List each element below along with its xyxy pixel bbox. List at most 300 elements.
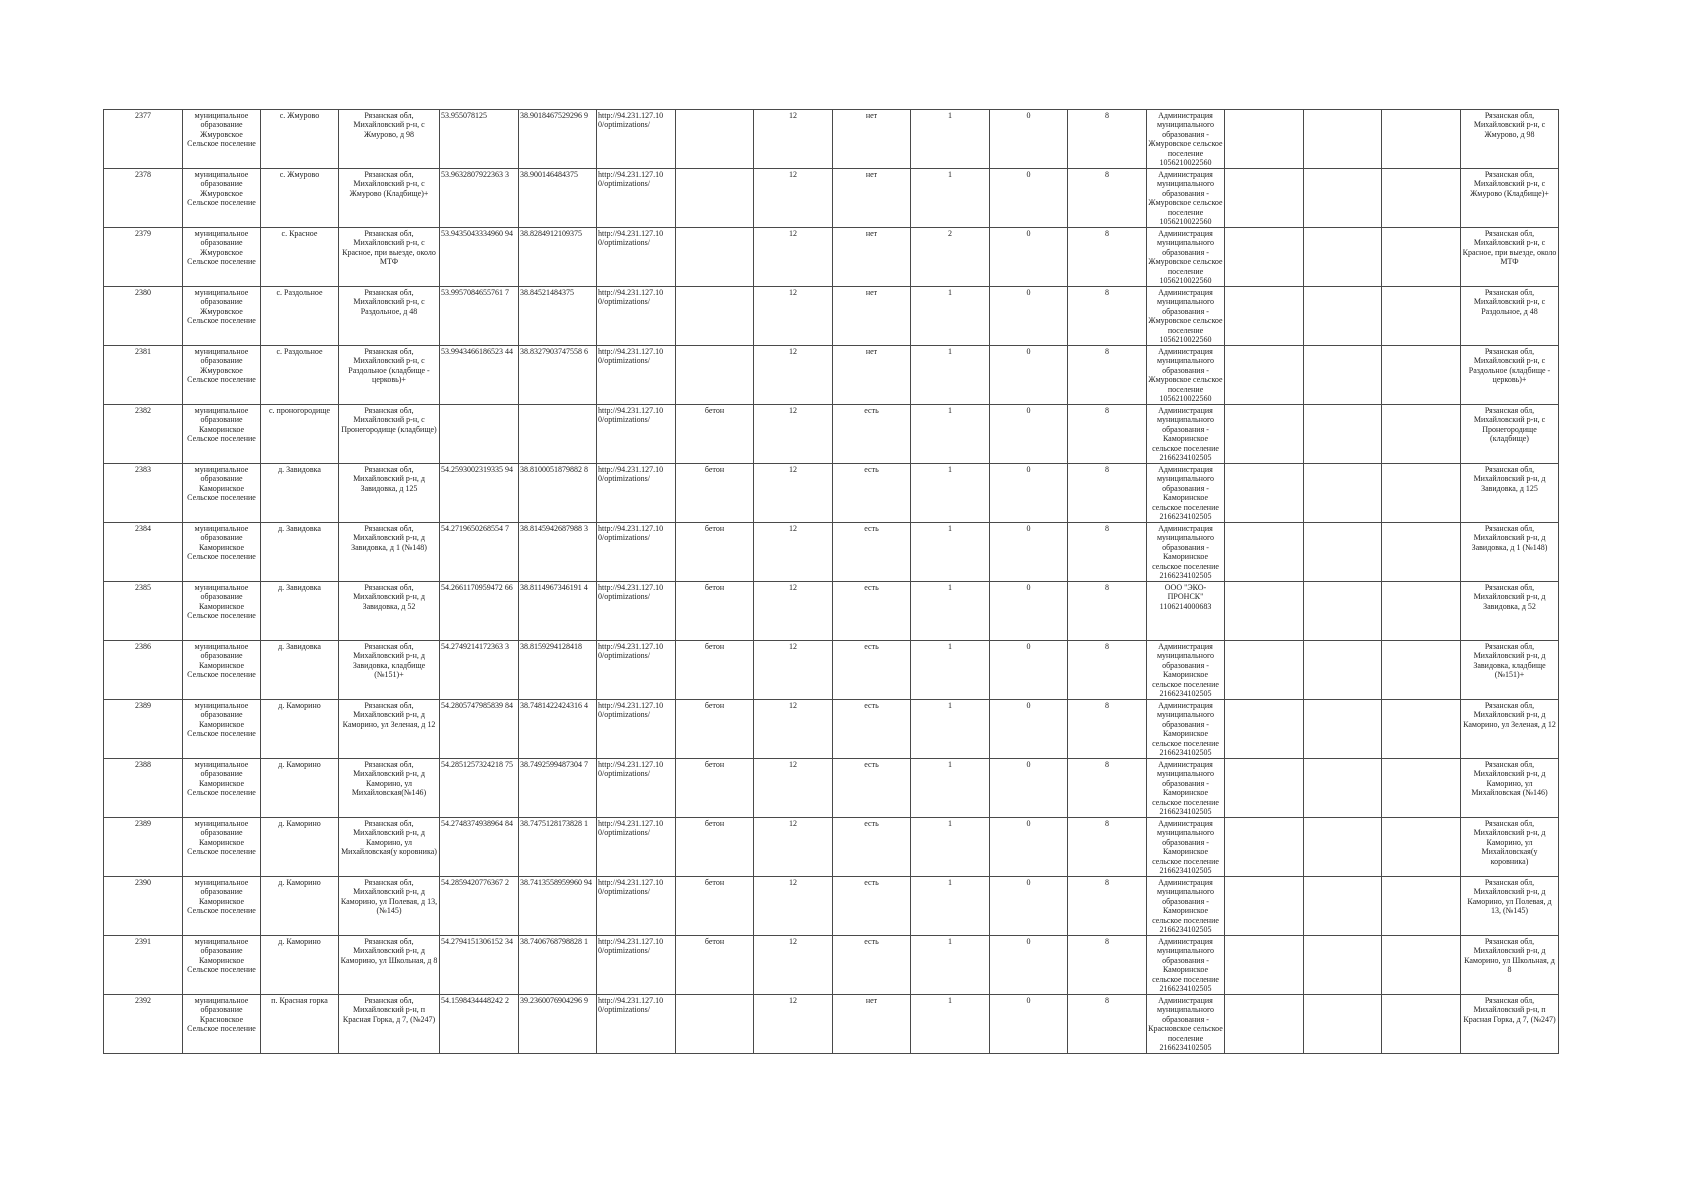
cell-record-id: 2380 <box>104 287 183 346</box>
cell-record-id: 2386 <box>104 641 183 700</box>
cell-blank-col-3 <box>1382 523 1461 582</box>
cell-blank-col-3 <box>1382 936 1461 995</box>
table-row <box>104 582 1559 641</box>
cell-area: 12 <box>754 759 833 818</box>
cell-source-address: Рязанская обл, Михайловский р-н, д Завидовка, д 1 (№148) <box>1461 523 1559 582</box>
cell-address: Рязанская обл, Михайловский р-н, д Завидовка, д 52 <box>339 582 440 641</box>
cell-latitude: 54.2719650268554 7 <box>440 523 519 582</box>
cell-blank-col-1 <box>1225 523 1304 582</box>
cell-count-2: 0 <box>990 523 1068 582</box>
cell-owner: Администрация муниципального образования - Каморинское сельское поселение 2166234102505 <box>1147 936 1225 995</box>
cell-address: Рязанская обл, Михайловский р-н, д Каморино, ул Михайловская(№146) <box>339 759 440 818</box>
cell-source-address: Рязанская обл, Михайловский р-н, д Завидовка, д 125 <box>1461 464 1559 523</box>
cell-source-address: Рязанская обл, Михайловский р-н, д Завидовка, кладбище (№151)+ <box>1461 641 1559 700</box>
cell-source-link: http://94.231.127.10 0/optimizations/ <box>597 818 676 877</box>
cell-source-link: http://94.231.127.10 0/optimizations/ <box>597 464 676 523</box>
cell-latitude: 54.2661170959472 66 <box>440 582 519 641</box>
cell-owner: Администрация муниципального образования - Жмуровское сельское поселение 1056210022560 <box>1148 170 1223 227</box>
cell-fence-status: есть <box>833 405 911 464</box>
cell-source-link: http://94.231.127.10 0/optimizations/ <box>597 936 676 995</box>
cell-settlement: п. Красная горка <box>261 995 339 1054</box>
cell-count-3: 8 <box>1068 582 1147 641</box>
cell-count-2: 0 <box>990 936 1068 995</box>
cell-address: Рязанская обл, Михайловский р-н, с Жмурово, д 98 <box>339 110 440 169</box>
cell-owner: Администрация муниципального образования - Каморинское сельское поселение 2166234102505 <box>1147 759 1225 818</box>
table-row <box>104 523 1559 582</box>
cell-municipality: муниципальное образование Каморинское Сельское поселение <box>183 464 261 523</box>
cell-blank-col-2 <box>1304 287 1382 346</box>
cell-area: 12 <box>754 877 833 936</box>
cell-surface-type: бетон <box>676 523 754 582</box>
cell-source-address: Рязанская обл, Михайловский р-н, д Каморино, ул Зеленая, д 12 <box>1461 700 1559 759</box>
cell-latitude: 53.955078125 <box>440 110 519 169</box>
cell-fence-status: есть <box>833 759 911 818</box>
cell-count-2: 0 <box>990 228 1068 287</box>
cell-surface-type: бетон <box>676 818 754 877</box>
cell-municipality: муниципальное образование Каморинское Сельское поселение <box>183 818 261 877</box>
cell-count-3: 8 <box>1068 523 1147 582</box>
cell-longitude: 38.8145942687988 3 <box>519 523 597 582</box>
cell-blank-col-2 <box>1304 228 1382 287</box>
cell-count-1: 1 <box>911 641 990 700</box>
cell-address: Рязанская обл, Михайловский р-н, с Пронегородище (кладбище) <box>339 405 440 464</box>
table-row <box>104 405 1559 464</box>
cell-count-2: 0 <box>990 700 1068 759</box>
cell-municipality: муниципальное образование Жмуровское Сельское поселение <box>183 287 261 346</box>
cell-record-id: 2379 <box>104 228 183 287</box>
cell-blank-col-3 <box>1382 464 1461 523</box>
cell-owner: Администрация муниципального образования - Каморинское сельское поселение 2166234102505 <box>1147 405 1225 464</box>
cell-latitude: 53.9632807922363 3 <box>440 169 519 228</box>
cell-count-3: 8 <box>1068 287 1147 346</box>
cell-blank-col-2 <box>1304 464 1382 523</box>
cell-longitude: 38.84521484375 <box>519 287 597 346</box>
cell-blank-col-2 <box>1304 759 1382 818</box>
cell-latitude: 53.9943466186523 44 <box>440 346 519 405</box>
cell-count-2: 0 <box>990 287 1068 346</box>
cell-blank-col-3 <box>1382 877 1461 936</box>
table-row <box>104 995 1559 1054</box>
cell-settlement: д. Завидовка <box>261 523 339 582</box>
cell-municipality: муниципальное образование Каморинское Сельское поселение <box>183 582 261 641</box>
cell-area: 12 <box>754 700 833 759</box>
cell-fence-status: нет <box>833 995 911 1054</box>
cell-latitude: 53.9435043334960 94 <box>440 228 519 287</box>
cell-settlement: д. Каморино <box>261 936 339 995</box>
cell-blank-col-1 <box>1225 641 1304 700</box>
cell-source-link: http://94.231.127.10 0/optimizations/ <box>597 169 676 228</box>
cell-blank-col-3 <box>1382 995 1461 1054</box>
cell-area: 12 <box>754 110 833 169</box>
cell-blank-col-3 <box>1382 700 1461 759</box>
cell-address: Рязанская обл, Михайловский р-н, д Завидовка, д 1 (№148) <box>339 523 440 582</box>
cell-fence-status: есть <box>833 582 911 641</box>
registry-body <box>104 110 1559 1054</box>
cell-blank-col-1 <box>1225 759 1304 818</box>
cell-address: Рязанская обл, Михайловский р-н, с Жмурово (Кладбище)+ <box>339 169 440 228</box>
cell-surface-type <box>676 346 754 405</box>
cell-municipality: муниципальное образование Жмуровское Сельское поселение <box>183 169 261 228</box>
cell-blank-col-3 <box>1382 110 1461 169</box>
cell-latitude: 54.2593002319335 94 <box>440 464 519 523</box>
cell-blank-col-3 <box>1382 287 1461 346</box>
cell-count-1: 1 <box>911 405 990 464</box>
cell-municipality: муниципальное образование Жмуровское Сельское поселение <box>183 110 261 169</box>
cell-settlement: д. Завидовка <box>261 641 339 700</box>
table-row <box>104 759 1559 818</box>
cell-owner: Администрация муниципального образования - Жмуровское сельское поселение 1056210022560 <box>1148 229 1223 286</box>
cell-longitude: 38.9018467529296 9 <box>519 110 597 169</box>
cell-fence-status: нет <box>833 287 911 346</box>
cell-source-address: Рязанская обл, Михайловский р-н, с Жмурово (Кладбище)+ <box>1461 169 1559 228</box>
cell-area: 12 <box>754 582 833 641</box>
cell-blank-col-3 <box>1382 759 1461 818</box>
cell-source-link: http://94.231.127.10 0/optimizations/ <box>597 405 676 464</box>
cell-blank-col-2 <box>1304 110 1382 169</box>
cell-count-2: 0 <box>990 641 1068 700</box>
cell-count-3: 8 <box>1068 818 1147 877</box>
cell-source-link: http://94.231.127.10 0/optimizations/ <box>597 523 676 582</box>
cell-count-2: 0 <box>990 582 1068 641</box>
cell-address: Рязанская обл, Михайловский р-н, с Раздольное (кладбище - церковь)+ <box>339 346 440 405</box>
cell-count-2: 0 <box>990 759 1068 818</box>
cell-source-address: Рязанская обл, Михайловский р-н, с Жмурово, д 98 <box>1461 110 1559 169</box>
cell-fence-status: есть <box>833 523 911 582</box>
cell-surface-type: бетон <box>676 877 754 936</box>
cell-source-link: http://94.231.127.10 0/optimizations/ <box>597 346 676 405</box>
registry-table <box>103 109 1559 1054</box>
cell-count-3: 8 <box>1068 110 1147 169</box>
cell-address: Рязанская обл, Михайловский р-н, д Каморино, ул Полевая, д 13, (№145) <box>339 877 440 936</box>
cell-count-1: 1 <box>911 700 990 759</box>
cell-settlement: с. Раздольное <box>261 346 339 405</box>
table-row <box>104 700 1559 759</box>
cell-surface-type <box>676 169 754 228</box>
cell-blank-col-2 <box>1304 936 1382 995</box>
cell-fence-status: нет <box>833 110 911 169</box>
table-row <box>104 110 1559 169</box>
cell-longitude: 38.8100051879882 8 <box>519 464 597 523</box>
cell-settlement: с. Раздольное <box>261 287 339 346</box>
cell-source-address: Рязанская обл, Михайловский р-н, с Красное, при выезде, около МТФ <box>1461 228 1559 287</box>
cell-surface-type: бетон <box>676 582 754 641</box>
cell-blank-col-2 <box>1304 877 1382 936</box>
cell-municipality: муниципальное образование Каморинское Сельское поселение <box>183 523 261 582</box>
cell-blank-col-2 <box>1304 169 1382 228</box>
cell-latitude: 53.9957084655761 7 <box>440 287 519 346</box>
cell-count-3: 8 <box>1068 936 1147 995</box>
cell-blank-col-1 <box>1225 582 1304 641</box>
cell-settlement: д. Каморино <box>261 877 339 936</box>
cell-source-address: Рязанская обл, Михайловский р-н, с Раздольное, д 48 <box>1461 287 1559 346</box>
cell-source-link: http://94.231.127.10 0/optimizations/ <box>597 877 676 936</box>
cell-owner: Администрация муниципального образования - Жмуровское сельское поселение 1056210022560 <box>1148 347 1223 404</box>
cell-area: 12 <box>754 405 833 464</box>
cell-blank-col-3 <box>1382 228 1461 287</box>
cell-settlement: д. Завидовка <box>261 464 339 523</box>
cell-count-1: 1 <box>911 818 990 877</box>
table-row <box>104 169 1559 228</box>
cell-fence-status: нет <box>833 169 911 228</box>
cell-latitude: 54.2859420776367 2 <box>440 877 519 936</box>
cell-area: 12 <box>754 228 833 287</box>
cell-address: Рязанская обл, Михайловский р-н, д Каморино, ул Школьная, д 8 <box>339 936 440 995</box>
cell-municipality: муниципальное образование Каморинское Сельское поселение <box>183 759 261 818</box>
cell-municipality: муниципальное образование Каморинское Сельское поселение <box>183 936 261 995</box>
cell-source-address: Рязанская обл, Михайловский р-н, д Каморино, ул Полевая, д 13, (№145) <box>1461 877 1559 936</box>
cell-blank-col-1 <box>1225 936 1304 995</box>
cell-count-3: 8 <box>1068 641 1147 700</box>
cell-count-1: 1 <box>911 523 990 582</box>
cell-owner: Администрация муниципального образования - Каморинское сельское поселение 2166234102505 <box>1147 641 1225 700</box>
cell-source-link: http://94.231.127.10 0/optimizations/ <box>597 759 676 818</box>
cell-surface-type: бетон <box>676 641 754 700</box>
cell-blank-col-3 <box>1382 818 1461 877</box>
cell-area: 12 <box>754 287 833 346</box>
cell-longitude: 38.7406768798828 1 <box>519 936 597 995</box>
cell-blank-col-2 <box>1304 346 1382 405</box>
cell-count-2: 0 <box>990 818 1068 877</box>
cell-record-id: 2390 <box>104 877 183 936</box>
cell-owner: Администрация муниципального образования - Каморинское сельское поселение 2166234102505 <box>1147 818 1225 877</box>
cell-count-1: 2 <box>911 228 990 287</box>
cell-blank-col-2 <box>1304 818 1382 877</box>
cell-count-1: 1 <box>911 759 990 818</box>
cell-count-1: 1 <box>911 464 990 523</box>
cell-address: Рязанская обл, Михайловский р-н, д Завидовка, д 125 <box>339 464 440 523</box>
cell-record-id: 2383 <box>104 464 183 523</box>
cell-count-2: 0 <box>990 995 1068 1054</box>
cell-address: Рязанская обл, Михайловский р-н, д Каморино, ул Зеленая, д 12 <box>339 700 440 759</box>
cell-source-address: Рязанская обл, Михайловский р-н, с Пронегородище (кладбище) <box>1461 405 1559 464</box>
cell-blank-col-2 <box>1304 523 1382 582</box>
cell-owner: Администрация муниципального образования - Жмуровское сельское поселение 1056210022560 <box>1148 288 1223 345</box>
cell-longitude: 38.7481422424316 4 <box>519 700 597 759</box>
cell-blank-col-1 <box>1225 169 1304 228</box>
cell-count-1: 1 <box>911 995 990 1054</box>
cell-record-id: 2388 <box>104 759 183 818</box>
cell-record-id: 2385 <box>104 582 183 641</box>
cell-municipality: муниципальное образование Каморинское Сельское поселение <box>183 877 261 936</box>
cell-latitude: 54.2851257324218 75 <box>440 759 519 818</box>
cell-settlement: д. Каморино <box>261 700 339 759</box>
cell-record-id: 2377 <box>104 110 183 169</box>
table-row <box>104 287 1559 346</box>
cell-count-3: 8 <box>1068 346 1147 405</box>
cell-surface-type: бетон <box>676 700 754 759</box>
cell-record-id: 2378 <box>104 169 183 228</box>
cell-source-link: http://94.231.127.10 0/optimizations/ <box>597 995 676 1054</box>
cell-surface-type <box>676 228 754 287</box>
table-row <box>104 877 1559 936</box>
cell-surface-type <box>676 287 754 346</box>
cell-blank-col-3 <box>1382 405 1461 464</box>
cell-blank-col-2 <box>1304 700 1382 759</box>
cell-count-1: 1 <box>911 287 990 346</box>
cell-blank-col-1 <box>1225 877 1304 936</box>
cell-address: Рязанская обл, Михайловский р-н, д Завидовка, кладбище (№151)+ <box>339 641 440 700</box>
cell-blank-col-2 <box>1304 995 1382 1054</box>
cell-source-link: http://94.231.127.10 0/optimizations/ <box>597 582 676 641</box>
cell-area: 12 <box>754 641 833 700</box>
cell-source-link: http://94.231.127.10 0/optimizations/ <box>597 641 676 700</box>
cell-blank-col-1 <box>1225 464 1304 523</box>
cell-source-address: Рязанская обл, Михайловский р-н, д Завидовка, д 52 <box>1461 582 1559 641</box>
cell-count-3: 8 <box>1068 995 1147 1054</box>
table-row <box>104 228 1559 287</box>
cell-fence-status: есть <box>833 700 911 759</box>
cell-count-1: 1 <box>911 169 990 228</box>
cell-count-2: 0 <box>990 464 1068 523</box>
cell-blank-col-1 <box>1225 287 1304 346</box>
cell-settlement: с. Жмурово <box>261 110 339 169</box>
cell-count-3: 8 <box>1068 877 1147 936</box>
cell-longitude: 38.900146484375 <box>519 169 597 228</box>
cell-municipality: муниципальное образование Жмуровское Сельское поселение <box>183 228 261 287</box>
cell-area: 12 <box>754 523 833 582</box>
cell-count-1: 1 <box>911 877 990 936</box>
cell-source-address: Рязанская обл, Михайловский р-н, д Каморино, ул Михайловская (№146) <box>1461 759 1559 818</box>
cell-fence-status: нет <box>833 346 911 405</box>
cell-blank-col-1 <box>1225 995 1304 1054</box>
cell-source-link: http://94.231.127.10 0/optimizations/ <box>597 700 676 759</box>
cell-count-2: 0 <box>990 346 1068 405</box>
cell-count-3: 8 <box>1068 169 1147 228</box>
table-row <box>104 346 1559 405</box>
cell-settlement: с. Красное <box>261 228 339 287</box>
cell-address: Рязанская обл, Михайловский р-н, с Красное, при выезде, около МТФ <box>339 228 440 287</box>
cell-longitude <box>519 405 597 464</box>
cell-longitude: 39.2360076904296 9 <box>519 995 597 1054</box>
cell-count-3: 8 <box>1068 759 1147 818</box>
cell-owner: Администрация муниципального образования - Каморинское сельское поселение 2166234102505 <box>1147 877 1225 936</box>
cell-surface-type <box>676 110 754 169</box>
cell-blank-col-2 <box>1304 405 1382 464</box>
table-row <box>104 818 1559 877</box>
table-row <box>104 464 1559 523</box>
cell-municipality: муниципальное образование Каморинское Сельское поселение <box>183 405 261 464</box>
cell-count-2: 0 <box>990 169 1068 228</box>
cell-source-address: Рязанская обл, Михайловский р-н, с Раздольное (кладбище - церковь)+ <box>1461 346 1559 405</box>
cell-blank-col-1 <box>1225 346 1304 405</box>
cell-longitude: 38.7475128173828 1 <box>519 818 597 877</box>
cell-longitude: 38.8159294128418 <box>519 641 597 700</box>
cell-blank-col-3 <box>1382 582 1461 641</box>
cell-count-1: 1 <box>911 110 990 169</box>
cell-source-link: http://94.231.127.10 0/optimizations/ <box>597 228 676 287</box>
cell-municipality: муниципальное образование Каморинское Сельское поселение <box>183 700 261 759</box>
cell-area: 12 <box>754 169 833 228</box>
cell-owner: ООО "ЭКО-ПРОНСК" 1106214000683 <box>1147 582 1225 641</box>
cell-record-id: 2389 <box>104 700 183 759</box>
cell-municipality: муниципальное образование Каморинское Сельское поселение <box>183 641 261 700</box>
cell-blank-col-3 <box>1382 346 1461 405</box>
cell-count-3: 8 <box>1068 464 1147 523</box>
cell-owner: Администрация муниципального образования - Жмуровское сельское поселение 1056210022560 <box>1148 111 1223 168</box>
cell-surface-type: бетон <box>676 759 754 818</box>
table-row <box>104 641 1559 700</box>
cell-source-link: http://94.231.127.10 0/optimizations/ <box>597 110 676 169</box>
cell-count-3: 8 <box>1068 700 1147 759</box>
cell-address: Рязанская обл, Михайловский р-н, п Красная Горка, д 7, (№247) <box>339 995 440 1054</box>
cell-settlement: д. Завидовка <box>261 582 339 641</box>
cell-surface-type: бетон <box>676 936 754 995</box>
cell-source-address: Рязанская обл, Михайловский р-н, п Красная Горка, д 7, (№247) <box>1461 995 1559 1054</box>
cell-longitude: 38.8327903747558 6 <box>519 346 597 405</box>
cell-record-id: 2392 <box>104 995 183 1054</box>
cell-record-id: 2381 <box>104 346 183 405</box>
cell-area: 12 <box>754 818 833 877</box>
cell-latitude: 54.1598434448242 2 <box>440 995 519 1054</box>
cell-longitude: 38.8114967346191 4 <box>519 582 597 641</box>
cell-municipality: муниципальное образование Красновское Сельское поселение <box>183 995 261 1054</box>
cell-blank-col-1 <box>1225 818 1304 877</box>
cell-address: Рязанская обл, Михайловский р-н, д Каморино, ул Михайловская(у коровника) <box>339 818 440 877</box>
cell-blank-col-1 <box>1225 228 1304 287</box>
cell-longitude: 38.7413558959960 94 <box>519 877 597 936</box>
cell-owner: Администрация муниципального образования - Каморинское сельское поселение 2166234102505 <box>1147 464 1225 523</box>
cell-surface-type: бетон <box>676 405 754 464</box>
cell-count-1: 1 <box>911 936 990 995</box>
cell-blank-col-2 <box>1304 582 1382 641</box>
cell-count-2: 0 <box>990 110 1068 169</box>
cell-settlement: д. Каморино <box>261 759 339 818</box>
cell-settlement: с. проногородище <box>261 405 339 464</box>
cell-municipality: муниципальное образование Жмуровское Сельское поселение <box>183 346 261 405</box>
cell-area: 12 <box>754 346 833 405</box>
cell-area: 12 <box>754 464 833 523</box>
cell-blank-col-1 <box>1225 110 1304 169</box>
cell-longitude: 38.7492599487304 7 <box>519 759 597 818</box>
cell-settlement: с. Жмурово <box>261 169 339 228</box>
cell-address: Рязанская обл, Михайловский р-н, с Раздольное, д 48 <box>339 287 440 346</box>
cell-count-2: 0 <box>990 877 1068 936</box>
cell-fence-status: есть <box>833 641 911 700</box>
cell-count-2: 0 <box>990 405 1068 464</box>
cell-count-3: 8 <box>1068 228 1147 287</box>
cell-surface-type: бетон <box>676 464 754 523</box>
cell-area: 12 <box>754 936 833 995</box>
cell-fence-status: есть <box>833 877 911 936</box>
cell-latitude: 54.2748374938964 84 <box>440 818 519 877</box>
cell-latitude: 54.2805747985839 84 <box>440 700 519 759</box>
cell-fence-status: есть <box>833 818 911 877</box>
cell-latitude: 54.2794151306152 34 <box>440 936 519 995</box>
cell-record-id: 2384 <box>104 523 183 582</box>
cell-blank-col-3 <box>1382 641 1461 700</box>
cell-count-1: 1 <box>911 346 990 405</box>
cell-latitude: 54.2749214172363 3 <box>440 641 519 700</box>
cell-surface-type <box>676 995 754 1054</box>
cell-owner: Администрация муниципального образования - Красновское сельское поселение 2166234102505 <box>1148 996 1223 1053</box>
cell-latitude <box>440 405 519 464</box>
cell-record-id: 2389 <box>104 818 183 877</box>
cell-count-3: 8 <box>1068 405 1147 464</box>
cell-blank-col-1 <box>1225 405 1304 464</box>
cell-source-address: Рязанская обл, Михайловский р-н, д Каморино, ул Школьная, д 8 <box>1461 936 1559 995</box>
cell-blank-col-1 <box>1225 700 1304 759</box>
cell-owner: Администрация муниципального образования - Каморинское сельское поселение 2166234102505 <box>1147 523 1225 582</box>
cell-blank-col-2 <box>1304 641 1382 700</box>
cell-record-id: 2391 <box>104 936 183 995</box>
table-row <box>104 936 1559 995</box>
cell-blank-col-3 <box>1382 169 1461 228</box>
cell-longitude: 38.8284912109375 <box>519 228 597 287</box>
cell-settlement: д. Каморино <box>261 818 339 877</box>
cell-fence-status: есть <box>833 936 911 995</box>
cell-area: 12 <box>754 995 833 1054</box>
cell-fence-status: есть <box>833 464 911 523</box>
